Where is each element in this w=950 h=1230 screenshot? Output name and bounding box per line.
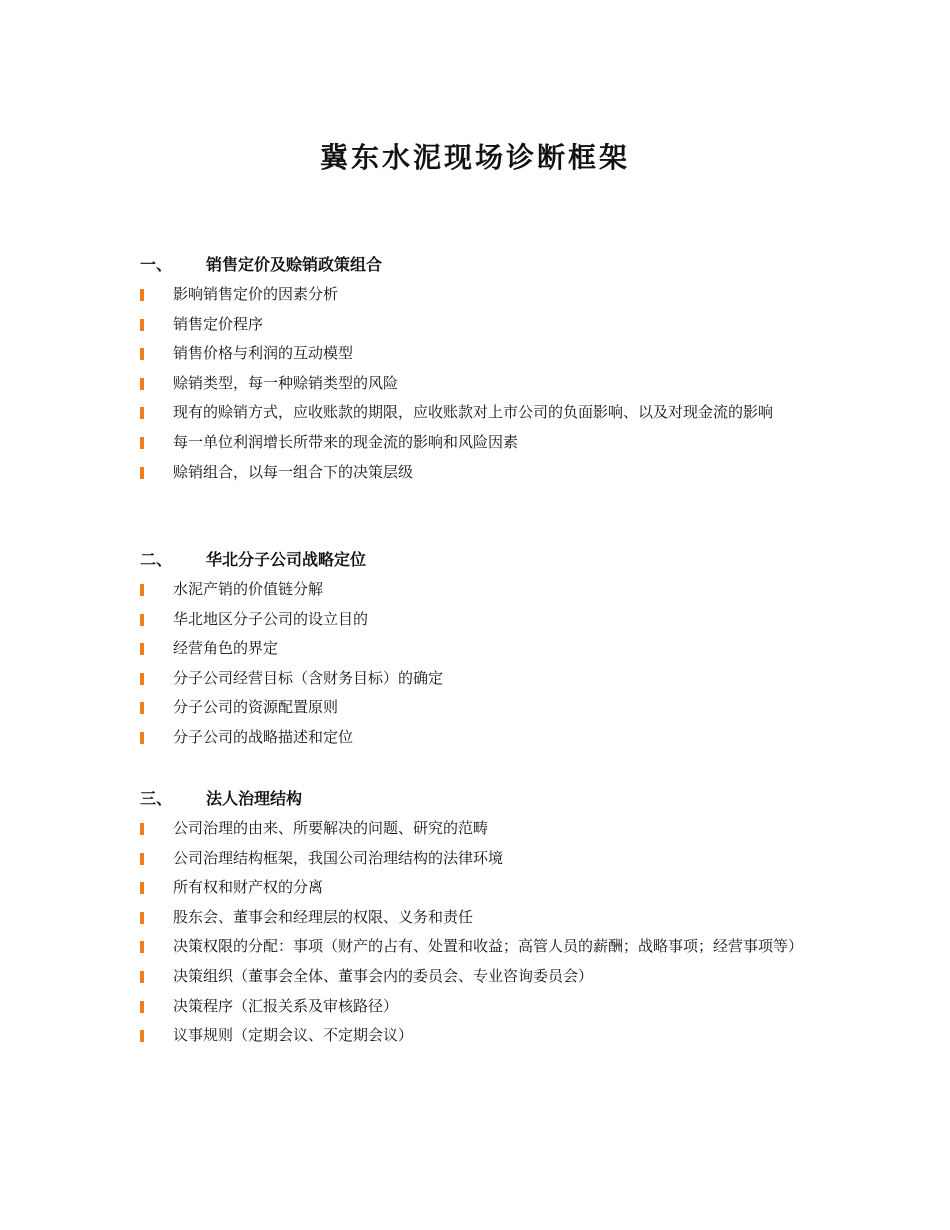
- bullet-bar-icon: [140, 378, 144, 390]
- list-item: 决策权限的分配：事项（财产的占有、处置和收益；高管人员的薪酬；战略事项；经营事项等）: [140, 932, 820, 962]
- section-item-list: [140, 280, 820, 487]
- document-title: 冀东水泥现场诊断框架: [319, 141, 630, 174]
- list-item: 水泥产销的价值链分解: [140, 575, 820, 605]
- list-item: 现有的赊销方式，应收账款的期限，应收账款对上市公司的负面影响、以及对现金流的影响: [140, 398, 820, 428]
- bullet-bar-icon: [140, 407, 144, 419]
- bullet-bar-icon: [140, 319, 144, 331]
- list-item: 每一单位利润增长所带来的现金流的影响和风险因素: [140, 428, 820, 458]
- bullet-bar-icon: [140, 702, 144, 714]
- list-item: 分子公司的资源配置原则: [140, 693, 820, 723]
- list-item: 决策程序（汇报关系及审核路径）: [140, 992, 820, 1022]
- section-number: 三、: [140, 789, 173, 808]
- list-item: 议事规则（定期会议、不定期会议）: [140, 1021, 820, 1051]
- bullet-bar-icon: [140, 643, 144, 655]
- list-item: 公司治理结构框架，我国公司治理结构的法律环境: [140, 844, 820, 874]
- bullet-bar-icon: [140, 673, 144, 685]
- list-item: 公司治理的由来、所要解决的问题、研究的范畴: [140, 814, 820, 844]
- bullet-bar-icon: [140, 289, 144, 301]
- section-number: 一、: [140, 255, 173, 274]
- bullet-bar-icon: [140, 437, 144, 449]
- section-heading: [140, 545, 820, 575]
- list-item: 决策组织（董事会全体、董事会内的委员会、专业咨询委员会）: [140, 962, 820, 992]
- section-heading: [140, 250, 820, 280]
- bullet-bar-icon: [140, 912, 144, 924]
- section-title: 销售定价及赊销政策组合: [206, 255, 383, 274]
- bullet-bar-icon: [140, 823, 144, 835]
- list-item: 销售价格与利润的互动模型: [140, 339, 820, 369]
- bullet-bar-icon: [140, 584, 144, 596]
- section-north-china-strategy: [140, 545, 820, 753]
- list-item: 所有权和财产权的分离: [140, 873, 820, 903]
- section-title: 华北分子公司战略定位: [206, 550, 367, 569]
- list-item: 赊销组合，以每一组合下的决策层级: [140, 458, 820, 488]
- bullet-bar-icon: [140, 853, 144, 865]
- list-item: 影响销售定价的因素分析: [140, 280, 820, 310]
- bullet-bar-icon: [140, 941, 144, 953]
- section-heading: [140, 784, 820, 814]
- section-title: 法人治理结构: [206, 789, 303, 808]
- bullet-bar-icon: [140, 971, 144, 983]
- list-item: 分子公司经营目标（含财务目标）的确定: [140, 664, 820, 694]
- list-item: 股东会、董事会和经理层的权限、义务和责任: [140, 903, 820, 933]
- list-item: 赊销类型，每一种赊销类型的风险: [140, 369, 820, 399]
- bullet-bar-icon: [140, 348, 144, 360]
- list-item: 分子公司的战略描述和定位: [140, 723, 820, 753]
- list-item: 华北地区分子公司的设立目的: [140, 605, 820, 635]
- section-item-list: [140, 814, 820, 1051]
- bullet-bar-icon: [140, 614, 144, 626]
- bullet-bar-icon: [140, 1001, 144, 1013]
- list-item: 经营角色的界定: [140, 634, 820, 664]
- section-sales-pricing: [140, 250, 820, 487]
- list-item: 销售定价程序: [140, 310, 820, 340]
- bullet-bar-icon: [140, 467, 144, 479]
- bullet-bar-icon: [140, 732, 144, 744]
- bullet-bar-icon: [140, 1030, 144, 1042]
- section-corporate-governance: [140, 784, 820, 1051]
- section-number: 二、: [140, 550, 173, 569]
- section-item-list: [140, 575, 820, 753]
- bullet-bar-icon: [140, 882, 144, 894]
